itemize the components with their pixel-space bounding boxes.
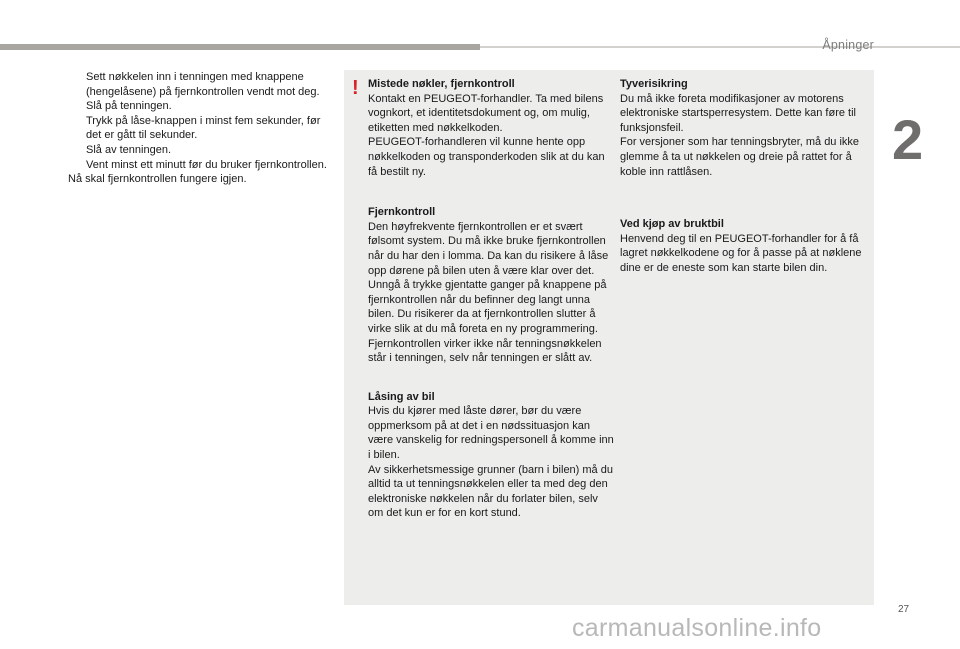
exclamation-warning-icon: ! <box>352 77 359 99</box>
block-paragraph: Du må ikke foreta modifikasjoner av motorens elektroniske startsperresystem. Dette kan føre til funksjonsfeil. <box>620 92 856 134</box>
warning-block-remote <box>368 205 614 366</box>
warning-block-anti-theft <box>620 77 862 179</box>
step-item <box>68 70 330 99</box>
header-rule-light <box>480 46 960 48</box>
step-text: Vent minst ett minutt før du bruker fjernkontrollen. <box>86 158 327 171</box>
step-item <box>68 158 330 173</box>
block-paragraph: For versjoner som har tenningsbryter, må du ikke glemme å ta ut nøkkelen og dreie på rattet for å koble inn rattlåsen. <box>620 136 860 178</box>
block-title: Tyverisikring <box>620 78 688 90</box>
warning-block-used-car <box>620 217 862 275</box>
step-text: Slå av tenningen. <box>86 143 172 156</box>
step-text: Slå på tenningen. <box>86 100 172 113</box>
block-paragraph: Kontakt en PEUGEOT-forhandler. Ta med bilens vognkort, et identitetsdokument og, om mulig, etiketten med nøkkelkoden. <box>368 92 604 134</box>
block-paragraph: Den høyfrekvente fjernkontrollen er et svært følsomt system. Du må ikke bruke fjernkontrollen når du har den i lomma. Da kan du risikere å låse opp dørene på bilen uten å være klar over det. <box>368 220 609 277</box>
chapter-number: 2 <box>892 108 924 171</box>
warning-block-locking <box>368 390 614 521</box>
warning-column-right <box>620 77 862 276</box>
block-paragraph: PEUGEOT-forhandleren vil kunne hente opp nøkkelkoden og transponderkoden slik at du kan få bestilt ny. <box>368 136 605 178</box>
step-text: Trykk på låse-knappen i minst fem sekunder, før det er gått til sekunder. <box>86 114 321 142</box>
procedure-steps <box>68 70 330 187</box>
block-title: Fjernkontroll <box>368 206 436 219</box>
page-number: 27 <box>898 604 910 615</box>
block-title: Låsing av bil <box>368 390 435 403</box>
watermark: carmanualsonline.info <box>572 614 822 642</box>
warning-block-lost-keys <box>368 77 614 179</box>
header-rule-dark <box>0 44 480 50</box>
step-item <box>68 143 330 158</box>
step-text: Sett nøkkelen inn i tenningen med knappene (hengelåsene) på fjernkontrollen vendt mot deg. <box>86 71 320 98</box>
step-item <box>68 99 330 114</box>
block-title: Mistede nøkler, fjernkontroll <box>368 78 515 90</box>
section-title: Åpninger <box>822 38 874 52</box>
result-text: Nå skal fjernkontrollen fungere igjen. <box>68 173 247 186</box>
block-paragraph: Unngå å trykke gjentatte ganger på knappene på fjernkontrollen når du befinner deg langt unna bilen. Du risikerer da at fjernkontrollen slutter å virke slik at du må foreta en ny programmering. <box>368 279 607 335</box>
block-paragraph: Fjernkontrollen virker ikke når tenningsnøkkelen står i tenningen, selv når tenningen er slått av. <box>368 337 602 365</box>
warning-column-left <box>368 77 614 521</box>
block-paragraph: Hvis du kjører med låste dører, bør du være oppmerksom på at det i en nødssituasjon kan være vanskelig for redningspersonell å komme inn i bilen. <box>368 405 614 462</box>
step-item <box>68 114 330 143</box>
block-paragraph: Henvend deg til en PEUGEOT-forhandler for å få lagret nøkkelkodene og for å passe på at nøklene dine er de eneste som kan starte bilen din. <box>620 232 862 274</box>
block-title: Ved kjøp av bruktbil <box>620 218 724 231</box>
block-paragraph: Av sikkerhetsmessige grunner (barn i bilen) må du alltid ta ut tenningsnøkkelen eller ta med deg den elektroniske nøkkelen når du forlater bilen, selv om det kun er for en kort stund. <box>368 463 613 520</box>
